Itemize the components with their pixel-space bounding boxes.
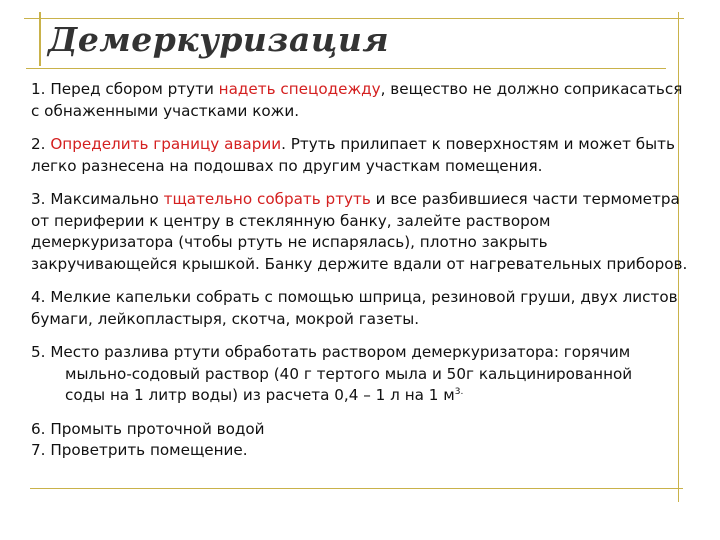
step-3-start: 3. Максимально [31, 190, 164, 208]
step-3-highlight: тщательно собрать ртуть [163, 190, 371, 208]
step-5-superscript: 3. [454, 386, 464, 397]
step-1-start: 1. Перед сбором ртути [31, 80, 219, 98]
frame-line-top [24, 18, 684, 19]
step-1-highlight: надеть спецодежду [218, 80, 381, 98]
step-2-end: . Ртуть прилипает к поверхностям и может быть легко разнесена на подошвах по другим участкам помещения. [31, 135, 675, 175]
step-6 [31, 419, 691, 441]
title-underline [26, 68, 666, 69]
step-6-text: 6. Промыть проточной водой [31, 419, 265, 438]
step-5-line-2-text: мыльно-содовый раствор (40 г тертого мыла и 50г кальцинированной [65, 364, 633, 383]
step-4 [31, 287, 691, 330]
step-7 [31, 440, 691, 462]
slide-title: Демеркуризация [48, 20, 390, 59]
step-5-line-2 [31, 364, 691, 386]
step-2-highlight: Определить границу аварии [50, 135, 282, 153]
step-2 [31, 134, 691, 177]
step-2-start: 2. [31, 135, 51, 153]
step-4-text: 4. Мелкие капельки собрать с помощью шприца, резиновой груши, двух листов бумаги, лейкопластыря, скотча, мокрой газеты. [31, 288, 678, 328]
step-7-text: 7. Проветрить помещение. [31, 441, 248, 459]
step-5-line-3 [31, 385, 691, 407]
step-5-line-3-text: соды на 1 литр воды) из расчета 0,4 – 1 л на 1 м [65, 386, 455, 404]
frame-line-left [39, 12, 41, 66]
step-1-end: , вещество не должно соприкасаться с обнаженными участками кожи. [31, 80, 683, 120]
step-3-end: и все разбившиеся части термометра от периферии к центру в стеклянную банку, залейте раствором демеркуризатора (чтобы ртуть не испарялась), плотно закрыть закручивающейся крышкой. Банку держите вдали от нагревательных приборов. [31, 190, 688, 273]
instructions-list [31, 79, 691, 462]
frame-line-bottom [30, 488, 683, 489]
step-5 [31, 342, 691, 407]
step-3 [31, 189, 691, 275]
step-1 [31, 79, 691, 122]
step-5-line-1: 5. Место разлива ртути обработать раствором демеркуризатора: горячим [31, 343, 631, 361]
